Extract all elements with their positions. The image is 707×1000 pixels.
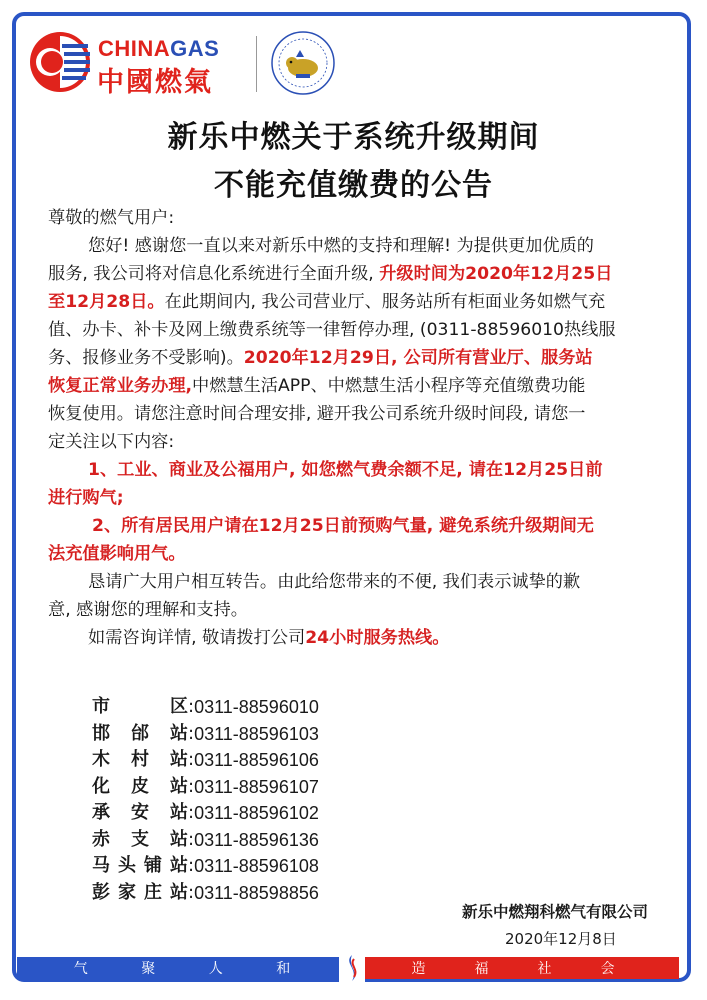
notice-title-line-2: 不能充值缴费的公告	[214, 168, 493, 203]
notice-date: 2020年12月8日	[505, 930, 617, 948]
paragraph-line: 服务, 我公司将对信息化系统进行全面升级, 升级时间为2020年12月25日	[48, 264, 613, 284]
paragraph-line: 恢复使用。请您注意时间合理安排, 避开我公司系统升级时间段, 请您一	[48, 404, 586, 424]
paragraph-line: 意, 感谢您的理解和支持。	[48, 600, 248, 620]
contact-row: 彭家庄站 : 0311-88598856	[92, 881, 319, 903]
paragraph-line: 值、办卡、补卡及网上缴费系统等一律暂停办理, (0311-88596010热线服	[48, 320, 616, 340]
paragraph-line: 至12月28日。在此期间内, 我公司营业厅、服务站所有柜面业务如燃气充	[48, 292, 606, 312]
hotline-line: 如需咨询详情, 敬请拨打公司24小时服务热线。	[88, 628, 450, 648]
paragraph-line: 定关注以下内容:	[48, 432, 175, 452]
paragraph-line: 务、报修业务不受影响)。2020年12月29日, 公司所有营业厅、服务站	[48, 348, 593, 368]
contact-row: 赤支站 : 0311-88596136	[92, 828, 319, 850]
notice-item-2-cont: 法充值影响用气。	[48, 544, 186, 564]
company-signature: 新乐中燃翔科燃气有限公司	[462, 903, 649, 921]
contact-row: 承安站 : 0311-88596102	[92, 802, 319, 823]
notice-body	[48, 204, 663, 652]
flame-divider-icon	[339, 953, 365, 983]
logo-divider	[256, 36, 257, 92]
salutation: 尊敬的燃气用户:	[48, 208, 175, 228]
paragraph-line: 恢复正常业务办理,中燃慧生活APP、中燃慧生活小程序等充值缴费功能	[48, 376, 586, 396]
service-badge-icon	[270, 30, 336, 96]
paragraph-line: 恳请广大用户相互转告。由此给您带来的不便, 我们表示诚挚的歉	[88, 572, 581, 592]
notice-item-1: 1、工业、商业及公福用户, 如您燃气费余额不足, 请在12月25日前	[88, 460, 603, 480]
notice-item-1-cont: 进行购气;	[48, 488, 124, 508]
contact-row: 邯邰站 : 0311-88596103	[92, 722, 319, 744]
contact-list	[92, 694, 319, 906]
contact-row: 木村站 : 0311-88596106	[92, 749, 319, 770]
brand-english: CHINAGAS	[98, 36, 220, 61]
contact-row: 马头铺站 : 0311-88596108	[92, 855, 319, 876]
paragraph-line: 您好! 感谢您一直以来对新乐中燃的支持和理解! 为提供更加优质的	[88, 236, 594, 256]
brand-chinese: 中國燃氣	[97, 67, 213, 98]
notice-title-line-1: 新乐中燃关于系统升级期间	[167, 120, 540, 155]
china-gas-logo-icon	[28, 30, 92, 94]
slogan-left: 气 聚 人 和	[17, 957, 347, 979]
contact-row: 化皮站 : 0311-88596107	[92, 775, 319, 797]
notice-item-2: 2、所有居民用户请在12月25日前预购气量, 避免系统升级期间无	[92, 516, 594, 536]
slogan-right: 造 福 社 会	[347, 957, 679, 979]
contact-row: 市区 : 0311-88596010	[92, 696, 319, 717]
